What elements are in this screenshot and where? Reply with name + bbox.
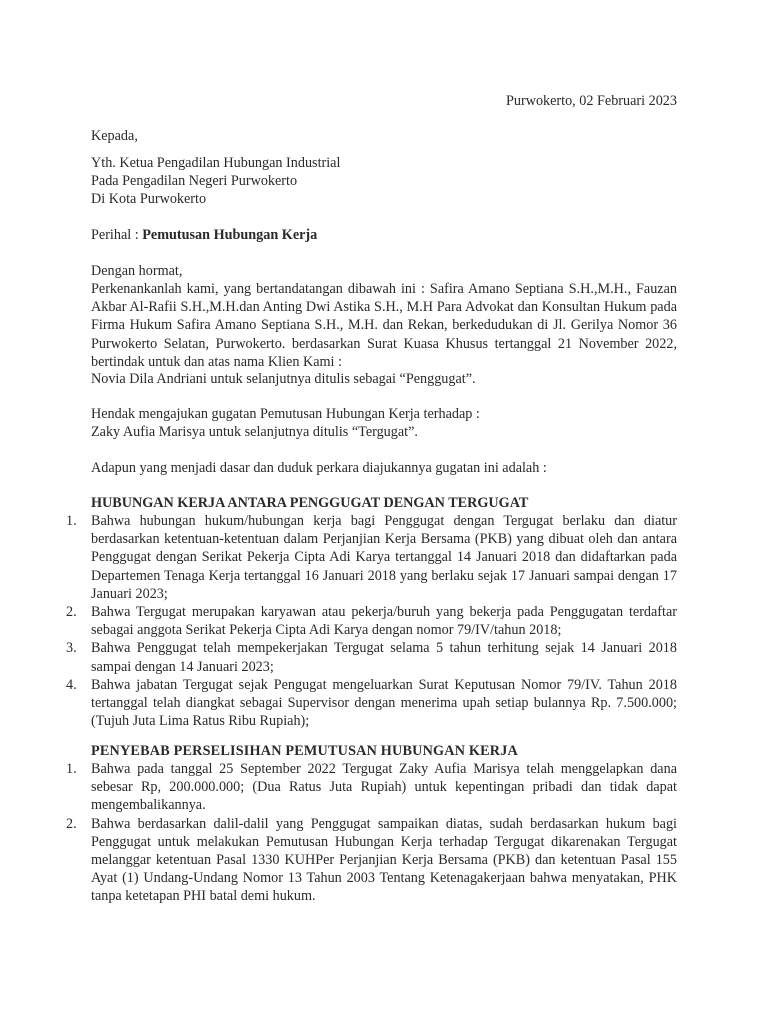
item-text: Bahwa jabatan Tergugat sejak Pengugat mengeluarkan Surat Keputusan Nomor 79/IV. Tahun 2018 tertanggal telah diangkat sebagai Supervisor dengan menerima upah setiap bulannya Rp. 7.500.000; (Tujuh Juta Lima Ratus Ribu Rupiah); [91, 676, 677, 730]
subject-label: Perihal : [91, 227, 143, 243]
letter-date: Purwokerto, 02 Februari 2023 [505, 93, 677, 109]
item-number: 1. [66, 513, 77, 529]
section2-list [66, 760, 677, 906]
item-text: Bahwa berdasarkan dalil-dalil yang Penggugat sampaikan diatas, sudah berdasarkan hukum bagi Penggugat untuk melakukan Pemutusan Hubungan Kerja terhadap Tergugat dikarenakan Tergugat melanggar ketentuan Pasal 1330 KUHPer Perjanjian Kerja Bersama (PKB) dan ketentuan Pasal 155 Ayat (1) Undang-Undang Nomor 13 Tahun 2003 Tentang Ketenagakerjaan bahwa menyatakan, PHK tanpa ketetapan PHI batal demi hukum. [91, 815, 677, 905]
recipient-line-3: Di Kota Purwokerto [91, 191, 207, 208]
item-text: Bahwa hubungan hukum/hubungan kerja bagi Penggugat dengan Tergugat berlaku dan diatur berdasarkan ketentuan-ketentuan dalam Perjanjian Kerja Bersama (PKB) yang dibuat oleh dan antara Penggugat dengan Serikat Pekerja Cipta Adi Karya tertanggal 14 Januari 2018 dan didaftarkan pada Departemen Tenaga Kerja tertanggal 16 Januari 2018 yang berlaku sejak 17 Januari sampai dengan 17 Januari 2023; [91, 513, 677, 602]
item-text: Bahwa Penggugat telah mempekerjakan Tergugat selama 5 tahun terhitung sejak 14 Januari 2018 sampai dengan 14 Januari 2023; [91, 640, 677, 675]
recipient-block [91, 154, 677, 209]
item-number: 3. [66, 640, 77, 657]
recipient-line-1: Yth. Ketua Pengadilan Hubungan Industrial [91, 155, 341, 171]
lawsuit-intro: Hendak mengajukan gugatan Pemutusan Hubungan Kerja terhadap : [91, 406, 480, 422]
salutation: Dengan hormat, [91, 263, 183, 279]
greeting-to: Kepada, [91, 128, 138, 144]
item-text: Bahwa Tergugat merupakan karyawan atau pekerja/buruh yang bekerja pada Penggugatan terdaftar sebagai anggota Serikat Pekerja Cipta Adi Karya dengan nomor 79/IV/tahun 2018; [91, 604, 677, 639]
list-item [66, 512, 677, 603]
item-number: 1. [66, 761, 77, 777]
section1-list [66, 512, 677, 730]
list-item [66, 603, 677, 639]
basis-line: Adapun yang menjadi dasar dan duduk perkara diajukannya gugatan ini adalah : [91, 460, 547, 476]
intro-paragraph: Perkenankanlah kami, yang bertandatangan dibawah ini : Safira Amano Septiana S.H.,M.H., Fauzan Akbar Al-Rafii S.H.,M.H.dan Anting Dwi Astika S.H., M.H Para Advokat dan Konsultan Hukum pada Firma Hukum Safira Amano Septiana S.H., M.H. dan Rekan, berkedudukan di Jl. Gerilya Nomor 36 Purwokerto Selatan, Purwokerto. berdasarkan Surat Kuasa Khusus tertanggal 21 November 2022, bertindak untuk dan atas nama Klien Kami : [91, 281, 677, 370]
defendant-line: Zaky Aufia Marisya untuk selanjutnya ditulis “Tergugat”. [91, 424, 418, 440]
plaintiff-line: Novia Dila Andriani untuk selanjutnya ditulis sebagai “Penggugat”. [91, 371, 476, 387]
recipient-line-2: Pada Pengadilan Negeri Purwokerto [91, 173, 298, 190]
subject-value: Pemutusan Hubungan Kerja [142, 227, 318, 243]
list-item [66, 676, 677, 731]
subject-line [91, 226, 677, 244]
item-number: 2. [66, 604, 77, 621]
list-item [66, 760, 677, 815]
section1-title: HUBUNGAN KERJA ANTARA PENGGUGAT DENGAN TERGUGAT [91, 495, 529, 511]
list-item [66, 639, 677, 675]
item-number: 2. [66, 815, 77, 832]
list-item [66, 815, 677, 906]
section2-title: PENYEBAB PERSELISIHAN PEMUTUSAN HUBUNGAN KERJA [91, 743, 518, 759]
item-text: Bahwa pada tanggal 25 September 2022 Tergugat Zaky Aufia Marisya telah menggelapkan dana sebesar Rp, 200.000.000; (Dua Ratus Juta Rupiah) untuk kepentingan pribadi dan tidak dapat mengembalikannya. [91, 761, 677, 814]
item-number: 4. [66, 676, 77, 693]
